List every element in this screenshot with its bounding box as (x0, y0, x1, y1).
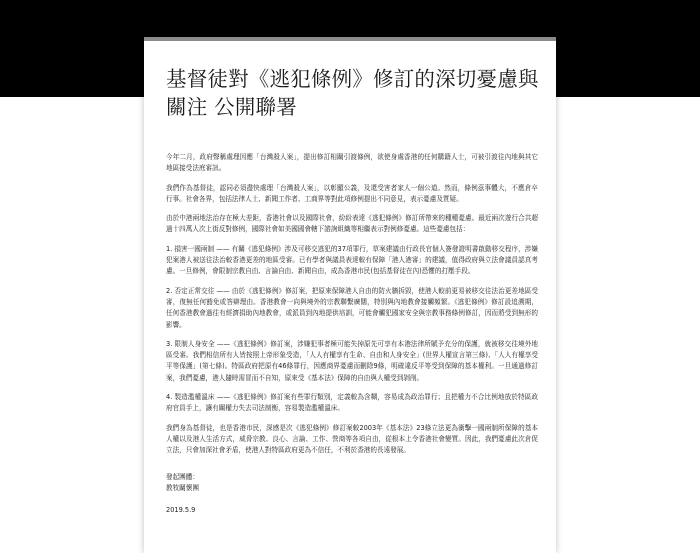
paragraph-conclusion: 我們身為基督徒，也是香港市民，深感是次《逃犯條例》修訂案較2003年《基本法》23條立法更為衝擊一國兩制所保障的基本人權以及港人生活方式，威脅宗教、良心、言論、工作、營商等各項自由，從根本上令香港社會變質。因此，我們憂慮此次倉促立法，只會加深社會矛盾，使港人對特區政府更為不信任，不利於香港的長遠發展。 (166, 423, 538, 455)
paragraph-point-1: 1. 損害一國兩制 —— 有關《逃犯條例》涉及可移交逃犯的37項罪行，草案建議由行政長官個人簽發證明書啟動移交程序，涉嫌犯案港人被送往法治較香港更差的地區受審。已有學者與議員表達較有保障「港人港審」的建議，值得政府與立法會議員認真考慮。一旦修例，會限制宗教自由、言論自由、新聞自由，成為香港市民(包括基督徒在內)恐懼的打壓手段。 (166, 244, 538, 276)
signatory-label: 發起團體： (166, 472, 199, 481)
signatory-block (166, 472, 556, 495)
document-title: 基督徒對《逃犯條例》修訂的深切憂慮與關注 公開聯署 (166, 67, 539, 119)
paragraph-point-3: 3. 限制人身安全 ——《逃犯條例》修訂案，涉嫌犯事者極可能失掉原先可享有本港法律所賦予充分的保護，就被移交往境外地區受審。我們相信所有人皆按照上帝形象受造，「人人有權享有生命、自由和人身安全」(世界人權宣言第三條)、「人人有權享受平等保護」(第七條)。特區政府把原有46條罪行，因應商界憂慮而刪除9條，明確違反平等受到保障的基本權利。一旦通過修訂案，我們憂慮，港人隨時需冒而不自知，原來受《基本法》保障的自由與人權受到剝削。 (166, 339, 538, 382)
paragraph-intro: 今年二月，政府聲稱處理因應「台灣殺人案」，提出修訂相關引渡條例，欲使身處香港的任何購籍人士，可被引渡往內地與其它地區接受法庭審訊。 (166, 153, 538, 173)
paragraph-concerns-intro: 由於中港兩地法治存在極大差距，香港社會以及國際社會，紛紛表達《逃犯條例》修訂所帶來的種種憂慮。最近兩次遊行合共超過十四萬人次上街反對修例，國際社會如美國國會轄下諮詢組織等相繼表示對例修憂慮。這些憂慮包括： (166, 214, 538, 234)
paragraph-point-4: 4. 製造濫權溫床 ——《逃犯條例》修訂案有些罪行類別，定義較為含糊，容易成為政治罪行；且把權力不合比例地放於特區政府官員手上，讓有關權力失去司法制衡，容易製造濫權溫床。 (166, 393, 538, 413)
paragraph-position: 我們作為基督徒，認同必須盡快處理「台灣殺人案」，以彰顯公義，及還受害者家人一個公道。然而，條例茲事體大，不應倉卒行事。社會各界，包括法律人士、新聞工作者、工商界等對此項修例提出不同意見，表示憂慮及質疑。 (166, 183, 538, 203)
document-date: 2019.5.9 (166, 506, 196, 515)
paragraph-point-2: 2. 否定正常交往 —— 由於《逃犯條例》修訂案，把原來保障港人自由的防火牆拆毀，使港人較前更易被移交往法治更差地區受審，復無任何豁免或答辯理由。香港教會一向與境外的宗教聯繫廣闊，特別與內地教會接觸頻繁。《逃犯條例》修訂設追溯期，任何香港教會過往有經濟捐助內地教會，或派員到內地提供培訓，可能會觸犯國家安全與宗教事務條例修訂，因而將受到無形的影響。 (166, 286, 538, 329)
document-page (144, 37, 556, 553)
signatory-name: 教牧關懷團 (166, 483, 199, 492)
